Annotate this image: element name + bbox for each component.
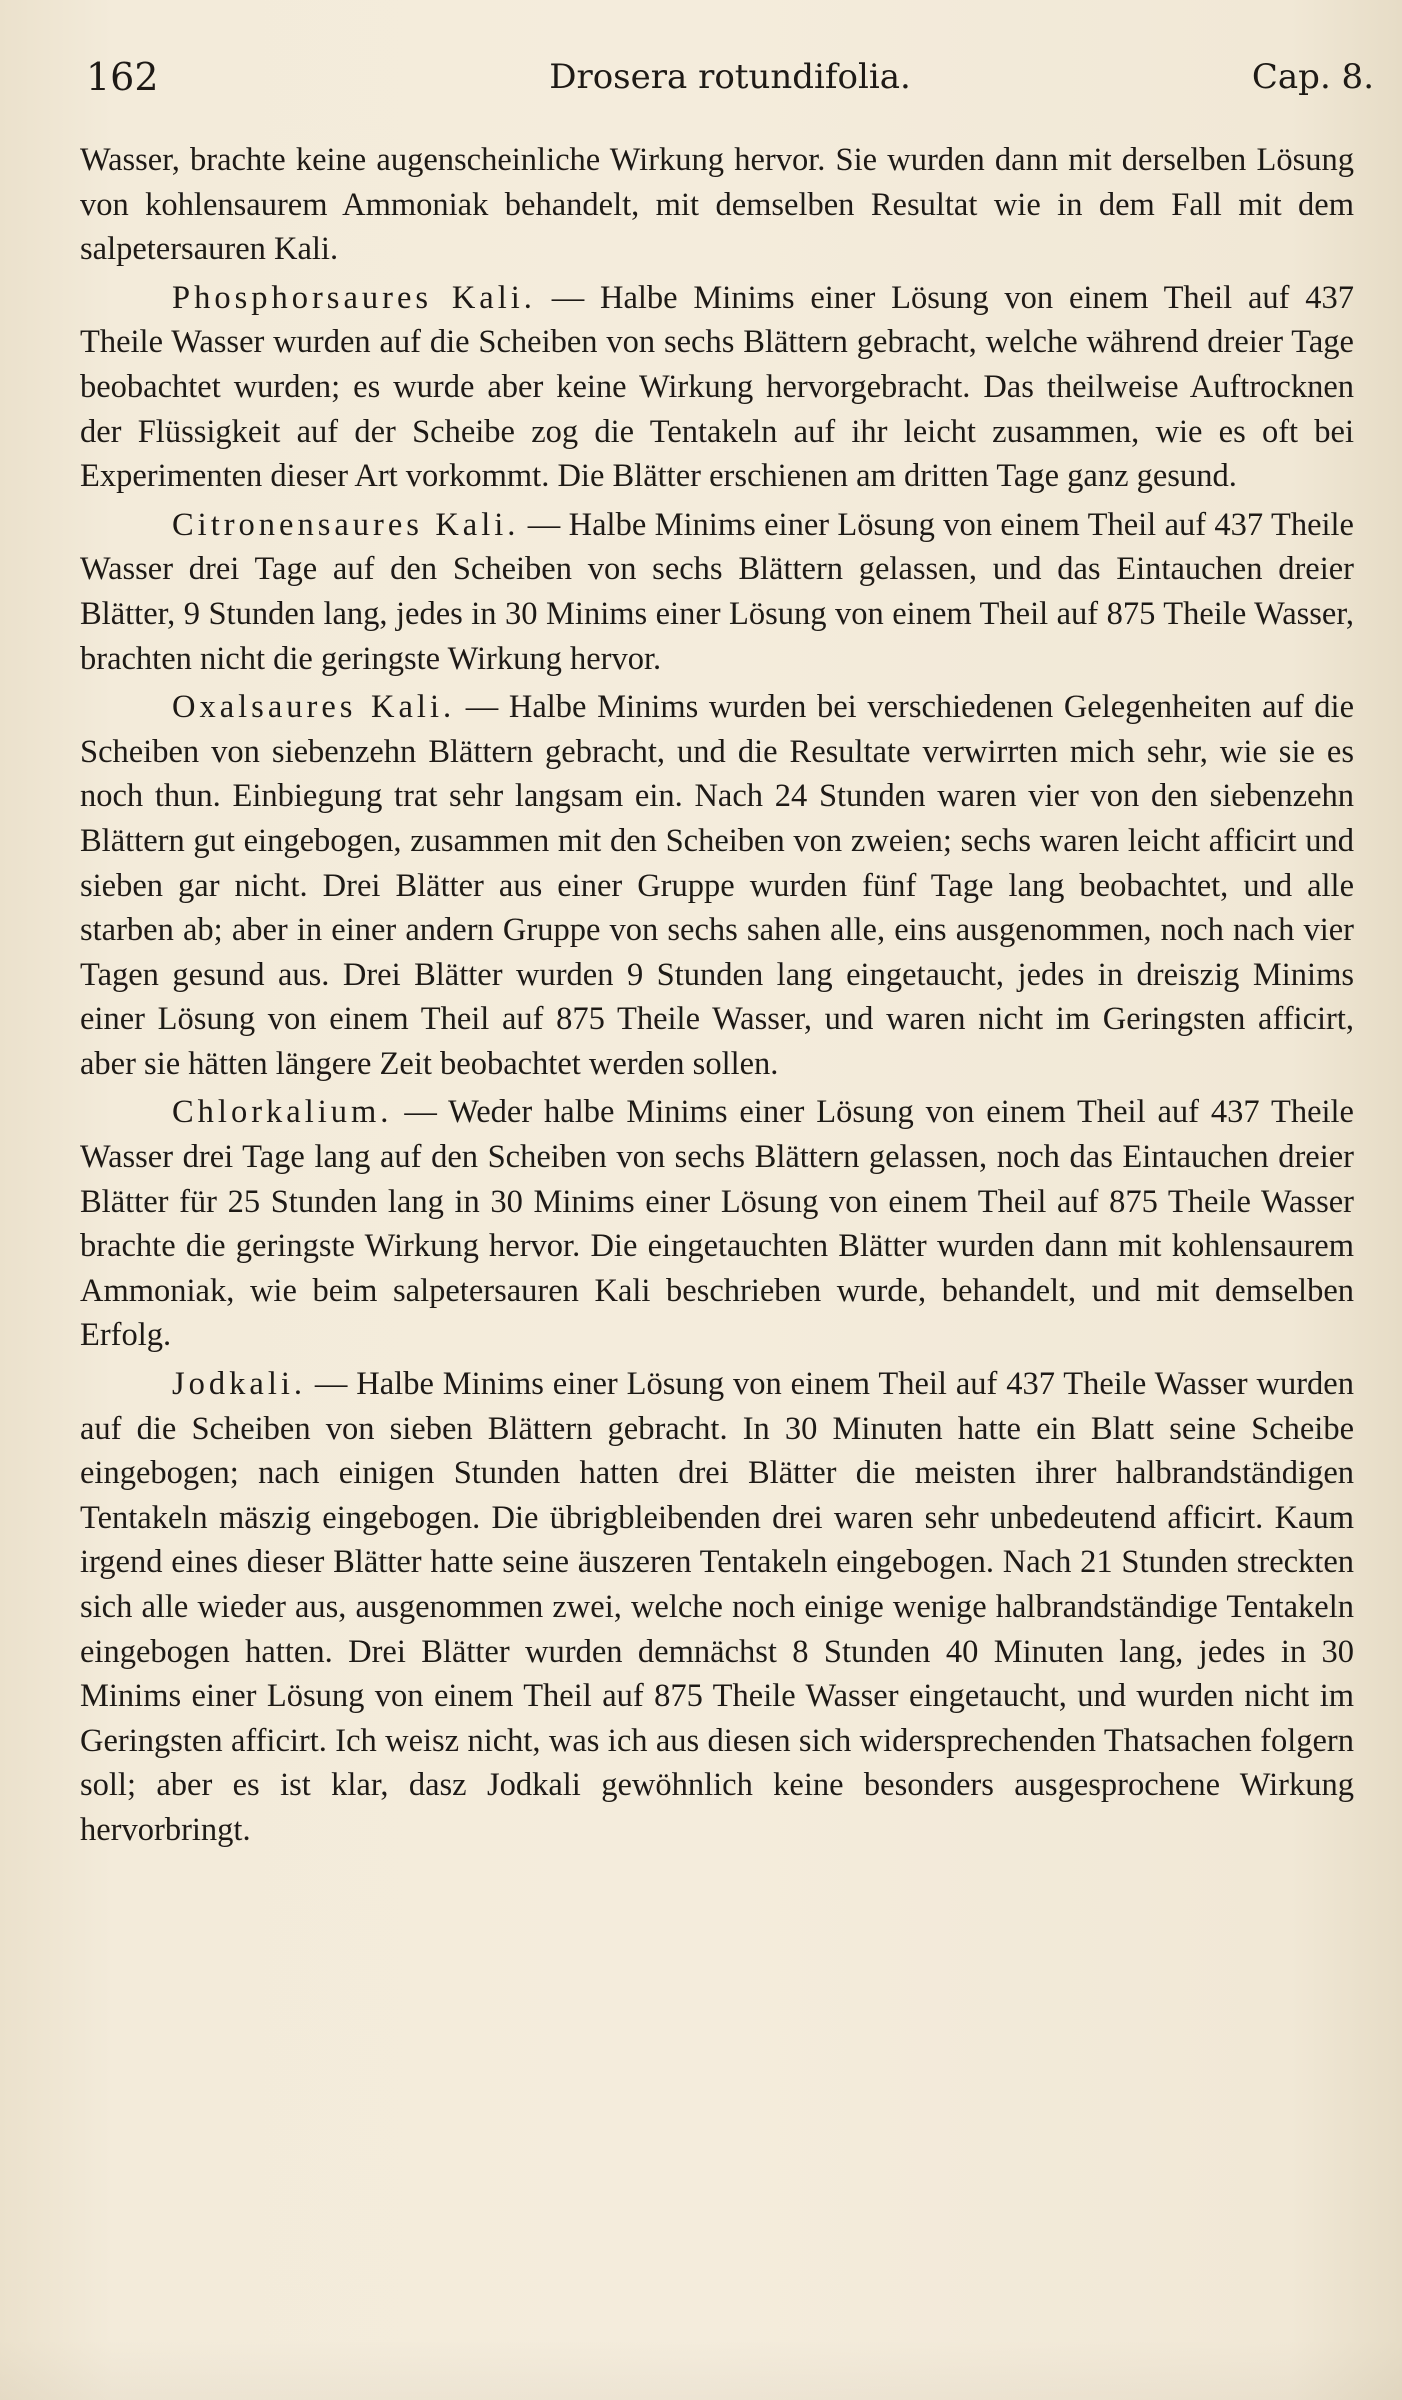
paragraph-heading: Citronensaures Kali. — [172, 506, 520, 543]
paragraph-heading: Jodkali. — [172, 1366, 307, 1403]
page-number: 162 — [86, 55, 159, 99]
paragraph-oxalsaures-kali — [80, 685, 1354, 1086]
running-head — [86, 50, 1374, 104]
paragraph-text: — Halbe Minims einer Lösung von einem Theil auf 437 Theile Wasser wurden auf die Scheiben von sieben Blättern gebracht. In 30 Minuten hatte ein Blatt seine Scheibe eingebogen; nach einigen Stunden hatten drei Blätter die meisten ihrer halbrandständigen Tentakeln mäszig eingebogen. Die übrigbleibenden drei waren sehr unbedeutend afficirt. Kaum irgend eines dieser Blätter hatte seine äuszeren Tentakeln eingebogen. Nach 21 Stunden streckten sich alle wieder aus, ausgenommen zwei, welche noch einige wenige halbrandständige Tentakeln eingebogen hatten. Drei Blätter wurden demnächst 8 Stunden 40 Minuten lang, jedes in 30 Minims einer Lösung von einem Theil auf 875 Theile Wasser eingetaucht, und wurden nicht im Geringsten afficirt. Ich weisz nicht, was ich aus diesen sich widersprechenden Thatsachen folgern soll; aber es ist klar, dasz Jodkali gewöhnlich keine besonders ausgesprochene Wirkung hervorbringt. — [80, 1366, 1354, 1848]
paragraph-heading: Phosphorsaures Kali. — [172, 279, 536, 316]
paragraph-text: — Halbe Minims einer Lösung von einem Theil auf 437 Theile Wasser wurden auf die Scheiben von sechs Blättern gebracht, welche während dreier Tage beobachtet wurden; es wurde aber keine Wirkung hervorgebracht. Das theilweise Auftrocknen der Flüssigkeit auf der Scheibe zog die Tentakeln auf ihr leicht zusammen, wie es oft bei Experimenten dieser Art vorkommt. Die Blätter erschienen am dritten Tage ganz gesund. — [80, 279, 1355, 495]
paragraph-jodkali — [80, 1362, 1354, 1853]
paragraph-phosphorsaures-kali — [80, 276, 1354, 499]
paragraph-text: — Halbe Minims wurden bei verschiedenen Gelegenheiten auf die Scheiben von siebenzehn Blättern gebracht, und die Resultate verwirrten mich sehr, wie sie es noch thun. Einbiegung trat sehr langsam ein. Nach 24 Stunden waren vier von den siebenzehn Blättern gut eingebogen, zusammen mit den Scheiben von zweien; sechs waren leicht afficirt und sieben gar nicht. Drei Blätter aus einer Gruppe wurden fünf Tage lang beobachtet, und alle starben ab; aber in einer andern Gruppe von sechs sahen alle, eins ausgenommen, noch nach vier Tagen gesund aus. Drei Blätter wurden 9 Stunden lang eingetaucht, jedes in dreiszig Minims einer Lösung von einem Theil auf 875 Theile Wasser, und waren nicht im Geringsten afficirt, aber sie hätten längere Zeit beobachtet werden sollen. — [80, 689, 1354, 1082]
paragraph-chlorkalium — [80, 1090, 1354, 1358]
paragraph-text: Wasser, brachte keine augenscheinliche Wirkung hervor. Sie wurden dann mit derselben Lösung von kohlensaurem Ammoniak behandelt, mit demselben Resultat wie in dem Fall mit dem salpetersauren Kali. — [80, 142, 1354, 268]
body-text — [80, 138, 1354, 1857]
running-title: Drosera rotundifolia. — [549, 57, 911, 97]
paragraph-continuation — [80, 138, 1354, 272]
paragraph-text: — Weder halbe Minims einer Lösung von einem Theil auf 437 Theile Wasser drei Tage lang auf den Scheiben von sechs Blättern gelassen, noch das Eintauchen dreier Blätter für 25 Stunden lang in 30 Minims einer Lösung von einem Theil auf 875 Theile Wasser brachte die geringste Wirkung hervor. Die eingetauchten Blätter wurden dann mit kohlensaurem Ammoniak, wie beim salpetersauren Kali beschrieben wurde, behandelt, und mit demselben Erfolg. — [80, 1094, 1354, 1354]
paragraph-heading: Chlorkalium. — [172, 1094, 393, 1131]
page-edge-shade — [0, 2340, 1402, 2400]
paragraph-text: — Halbe Minims einer Lösung von einem Theil auf 437 Theile Wasser drei Tage auf den Scheiben von sechs Blättern gelassen, und das Eintauchen dreier Blätter, 9 Stunden lang, jedes in 30 Minims einer Lösung von einem Theil auf 875 Theile Wasser, brachten nicht die geringste Wirkung hervor. — [80, 506, 1354, 677]
paragraph-heading: Oxalsaures Kali. — [172, 689, 456, 726]
paragraph-citronensaures-kali — [80, 503, 1354, 681]
chapter-reference: Cap. 8. — [1251, 57, 1374, 97]
